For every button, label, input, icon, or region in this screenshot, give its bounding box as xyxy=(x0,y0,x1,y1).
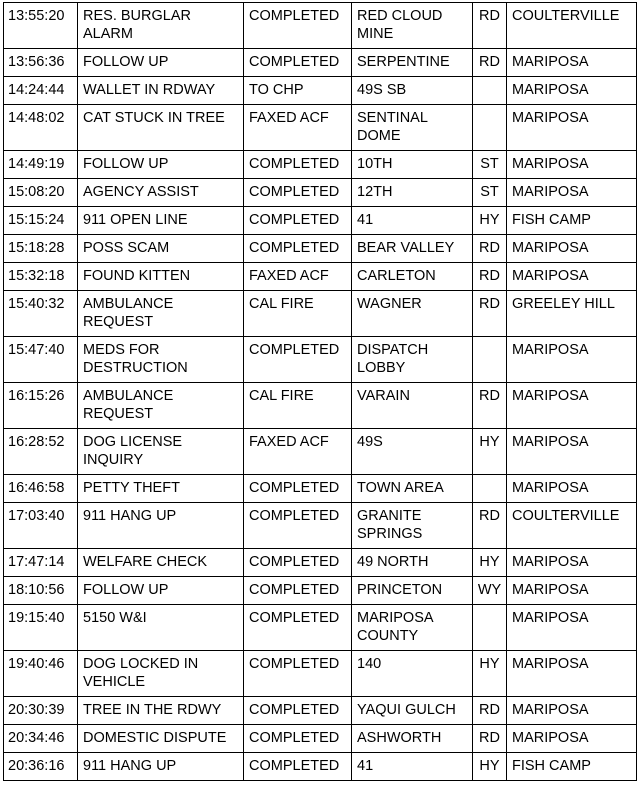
dispatch-log-body xyxy=(4,3,637,781)
city-cell: MARIPOSA xyxy=(507,605,637,651)
city-cell: MARIPOSA xyxy=(507,337,637,383)
city-cell: MARIPOSA xyxy=(507,651,637,697)
time-cell: 15:47:40 xyxy=(4,337,78,383)
table-row xyxy=(4,49,637,77)
time-cell: 17:47:14 xyxy=(4,549,78,577)
event-cell: FOLLOW UP xyxy=(78,151,244,179)
street-type-cell xyxy=(473,105,507,151)
street-type-cell: RD xyxy=(473,291,507,337)
status-cell: CAL FIRE xyxy=(244,291,352,337)
city-cell: MARIPOSA xyxy=(507,475,637,503)
event-cell: 911 HANG UP xyxy=(78,503,244,549)
street-cell: SERPENTINE xyxy=(352,49,473,77)
status-cell: COMPLETED xyxy=(244,235,352,263)
event-cell: FOLLOW UP xyxy=(78,577,244,605)
street-cell: MARIPOSA COUNTY xyxy=(352,605,473,651)
event-cell: FOUND KITTEN xyxy=(78,263,244,291)
table-row xyxy=(4,207,637,235)
event-cell: CAT STUCK IN TREE xyxy=(78,105,244,151)
event-cell: WALLET IN RDWAY xyxy=(78,77,244,105)
event-cell: AMBULANCE REQUEST xyxy=(78,291,244,337)
event-cell: POSS SCAM xyxy=(78,235,244,263)
city-cell: MARIPOSA xyxy=(507,549,637,577)
event-cell: DOG LOCKED IN VEHICLE xyxy=(78,651,244,697)
event-cell: WELFARE CHECK xyxy=(78,549,244,577)
table-row xyxy=(4,549,637,577)
table-row xyxy=(4,503,637,549)
street-cell: 12TH xyxy=(352,179,473,207)
status-cell: COMPLETED xyxy=(244,151,352,179)
city-cell: FISH CAMP xyxy=(507,753,637,781)
time-cell: 20:30:39 xyxy=(4,697,78,725)
street-cell: 49S SB xyxy=(352,77,473,105)
street-type-cell: RD xyxy=(473,235,507,263)
street-cell: WAGNER xyxy=(352,291,473,337)
table-row xyxy=(4,577,637,605)
time-cell: 18:10:56 xyxy=(4,577,78,605)
street-type-cell xyxy=(473,77,507,105)
table-row xyxy=(4,383,637,429)
street-cell: ASHWORTH xyxy=(352,725,473,753)
status-cell: COMPLETED xyxy=(244,3,352,49)
street-cell: PRINCETON xyxy=(352,577,473,605)
status-cell: COMPLETED xyxy=(244,503,352,549)
event-cell: 911 OPEN LINE xyxy=(78,207,244,235)
table-row xyxy=(4,605,637,651)
time-cell: 14:48:02 xyxy=(4,105,78,151)
city-cell: FISH CAMP xyxy=(507,207,637,235)
status-cell: COMPLETED xyxy=(244,207,352,235)
city-cell: MARIPOSA xyxy=(507,697,637,725)
time-cell: 15:18:28 xyxy=(4,235,78,263)
street-type-cell: RD xyxy=(473,3,507,49)
street-type-cell xyxy=(473,337,507,383)
street-cell: RED CLOUD MINE xyxy=(352,3,473,49)
city-cell: MARIPOSA xyxy=(507,49,637,77)
event-cell: PETTY THEFT xyxy=(78,475,244,503)
time-cell: 16:15:26 xyxy=(4,383,78,429)
table-row xyxy=(4,475,637,503)
event-cell: RES. BURGLAR ALARM xyxy=(78,3,244,49)
street-cell: TOWN AREA xyxy=(352,475,473,503)
table-row xyxy=(4,263,637,291)
city-cell: MARIPOSA xyxy=(507,179,637,207)
event-cell: DOG LICENSE INQUIRY xyxy=(78,429,244,475)
time-cell: 15:40:32 xyxy=(4,291,78,337)
event-cell: FOLLOW UP xyxy=(78,49,244,77)
status-cell: COMPLETED xyxy=(244,725,352,753)
dispatch-log-table xyxy=(3,2,637,781)
status-cell: COMPLETED xyxy=(244,605,352,651)
status-cell: COMPLETED xyxy=(244,577,352,605)
time-cell: 15:15:24 xyxy=(4,207,78,235)
time-cell: 16:46:58 xyxy=(4,475,78,503)
city-cell: MARIPOSA xyxy=(507,151,637,179)
street-cell: DISPATCH LOBBY xyxy=(352,337,473,383)
time-cell: 20:36:16 xyxy=(4,753,78,781)
status-cell: COMPLETED xyxy=(244,179,352,207)
table-row xyxy=(4,753,637,781)
street-cell: 49 NORTH xyxy=(352,549,473,577)
time-cell: 14:24:44 xyxy=(4,77,78,105)
status-cell: COMPLETED xyxy=(244,49,352,77)
event-cell: MEDS FOR DESTRUCTION xyxy=(78,337,244,383)
city-cell: MARIPOSA xyxy=(507,235,637,263)
street-cell: GRANITE SPRINGS xyxy=(352,503,473,549)
street-type-cell: ST xyxy=(473,179,507,207)
time-cell: 20:34:46 xyxy=(4,725,78,753)
street-type-cell: HY xyxy=(473,753,507,781)
street-type-cell: WY xyxy=(473,577,507,605)
event-cell: DOMESTIC DISPUTE xyxy=(78,725,244,753)
event-cell: 5150 W&I xyxy=(78,605,244,651)
street-type-cell: ST xyxy=(473,151,507,179)
street-type-cell: RD xyxy=(473,503,507,549)
status-cell: FAXED ACF xyxy=(244,105,352,151)
street-type-cell: RD xyxy=(473,49,507,77)
street-type-cell: RD xyxy=(473,725,507,753)
event-cell: 911 HANG UP xyxy=(78,753,244,781)
street-type-cell: HY xyxy=(473,651,507,697)
city-cell: COULTERVILLE xyxy=(507,3,637,49)
table-row xyxy=(4,291,637,337)
table-row xyxy=(4,429,637,475)
city-cell: MARIPOSA xyxy=(507,263,637,291)
street-cell: YAQUI GULCH xyxy=(352,697,473,725)
status-cell: COMPLETED xyxy=(244,697,352,725)
status-cell: CAL FIRE xyxy=(244,383,352,429)
street-type-cell: RD xyxy=(473,697,507,725)
street-cell: SENTINAL DOME xyxy=(352,105,473,151)
table-row xyxy=(4,337,637,383)
street-cell: 41 xyxy=(352,207,473,235)
table-row xyxy=(4,105,637,151)
street-type-cell xyxy=(473,475,507,503)
street-cell: VARAIN xyxy=(352,383,473,429)
status-cell: TO CHP xyxy=(244,77,352,105)
time-cell: 15:32:18 xyxy=(4,263,78,291)
street-cell: CARLETON xyxy=(352,263,473,291)
table-row xyxy=(4,725,637,753)
street-type-cell: RD xyxy=(473,383,507,429)
table-row xyxy=(4,697,637,725)
time-cell: 13:55:20 xyxy=(4,3,78,49)
table-row xyxy=(4,651,637,697)
street-cell: 140 xyxy=(352,651,473,697)
street-cell: 49S xyxy=(352,429,473,475)
status-cell: COMPLETED xyxy=(244,475,352,503)
street-cell: 41 xyxy=(352,753,473,781)
time-cell: 15:08:20 xyxy=(4,179,78,207)
city-cell: GREELEY HILL xyxy=(507,291,637,337)
city-cell: COULTERVILLE xyxy=(507,503,637,549)
city-cell: MARIPOSA xyxy=(507,725,637,753)
city-cell: MARIPOSA xyxy=(507,577,637,605)
time-cell: 19:15:40 xyxy=(4,605,78,651)
time-cell: 13:56:36 xyxy=(4,49,78,77)
street-type-cell xyxy=(473,605,507,651)
table-row xyxy=(4,151,637,179)
street-type-cell: RD xyxy=(473,263,507,291)
street-type-cell: HY xyxy=(473,549,507,577)
status-cell: COMPLETED xyxy=(244,337,352,383)
table-row xyxy=(4,3,637,49)
time-cell: 19:40:46 xyxy=(4,651,78,697)
table-row xyxy=(4,235,637,263)
time-cell: 14:49:19 xyxy=(4,151,78,179)
city-cell: MARIPOSA xyxy=(507,429,637,475)
city-cell: MARIPOSA xyxy=(507,383,637,429)
status-cell: COMPLETED xyxy=(244,651,352,697)
street-cell: BEAR VALLEY xyxy=(352,235,473,263)
status-cell: FAXED ACF xyxy=(244,263,352,291)
status-cell: FAXED ACF xyxy=(244,429,352,475)
street-type-cell: HY xyxy=(473,207,507,235)
event-cell: AGENCY ASSIST xyxy=(78,179,244,207)
city-cell: MARIPOSA xyxy=(507,105,637,151)
table-row xyxy=(4,77,637,105)
city-cell: MARIPOSA xyxy=(507,77,637,105)
event-cell: AMBULANCE REQUEST xyxy=(78,383,244,429)
status-cell: COMPLETED xyxy=(244,753,352,781)
status-cell: COMPLETED xyxy=(244,549,352,577)
time-cell: 17:03:40 xyxy=(4,503,78,549)
street-cell: 10TH xyxy=(352,151,473,179)
table-row xyxy=(4,179,637,207)
event-cell: TREE IN THE RDWY xyxy=(78,697,244,725)
street-type-cell: HY xyxy=(473,429,507,475)
time-cell: 16:28:52 xyxy=(4,429,78,475)
